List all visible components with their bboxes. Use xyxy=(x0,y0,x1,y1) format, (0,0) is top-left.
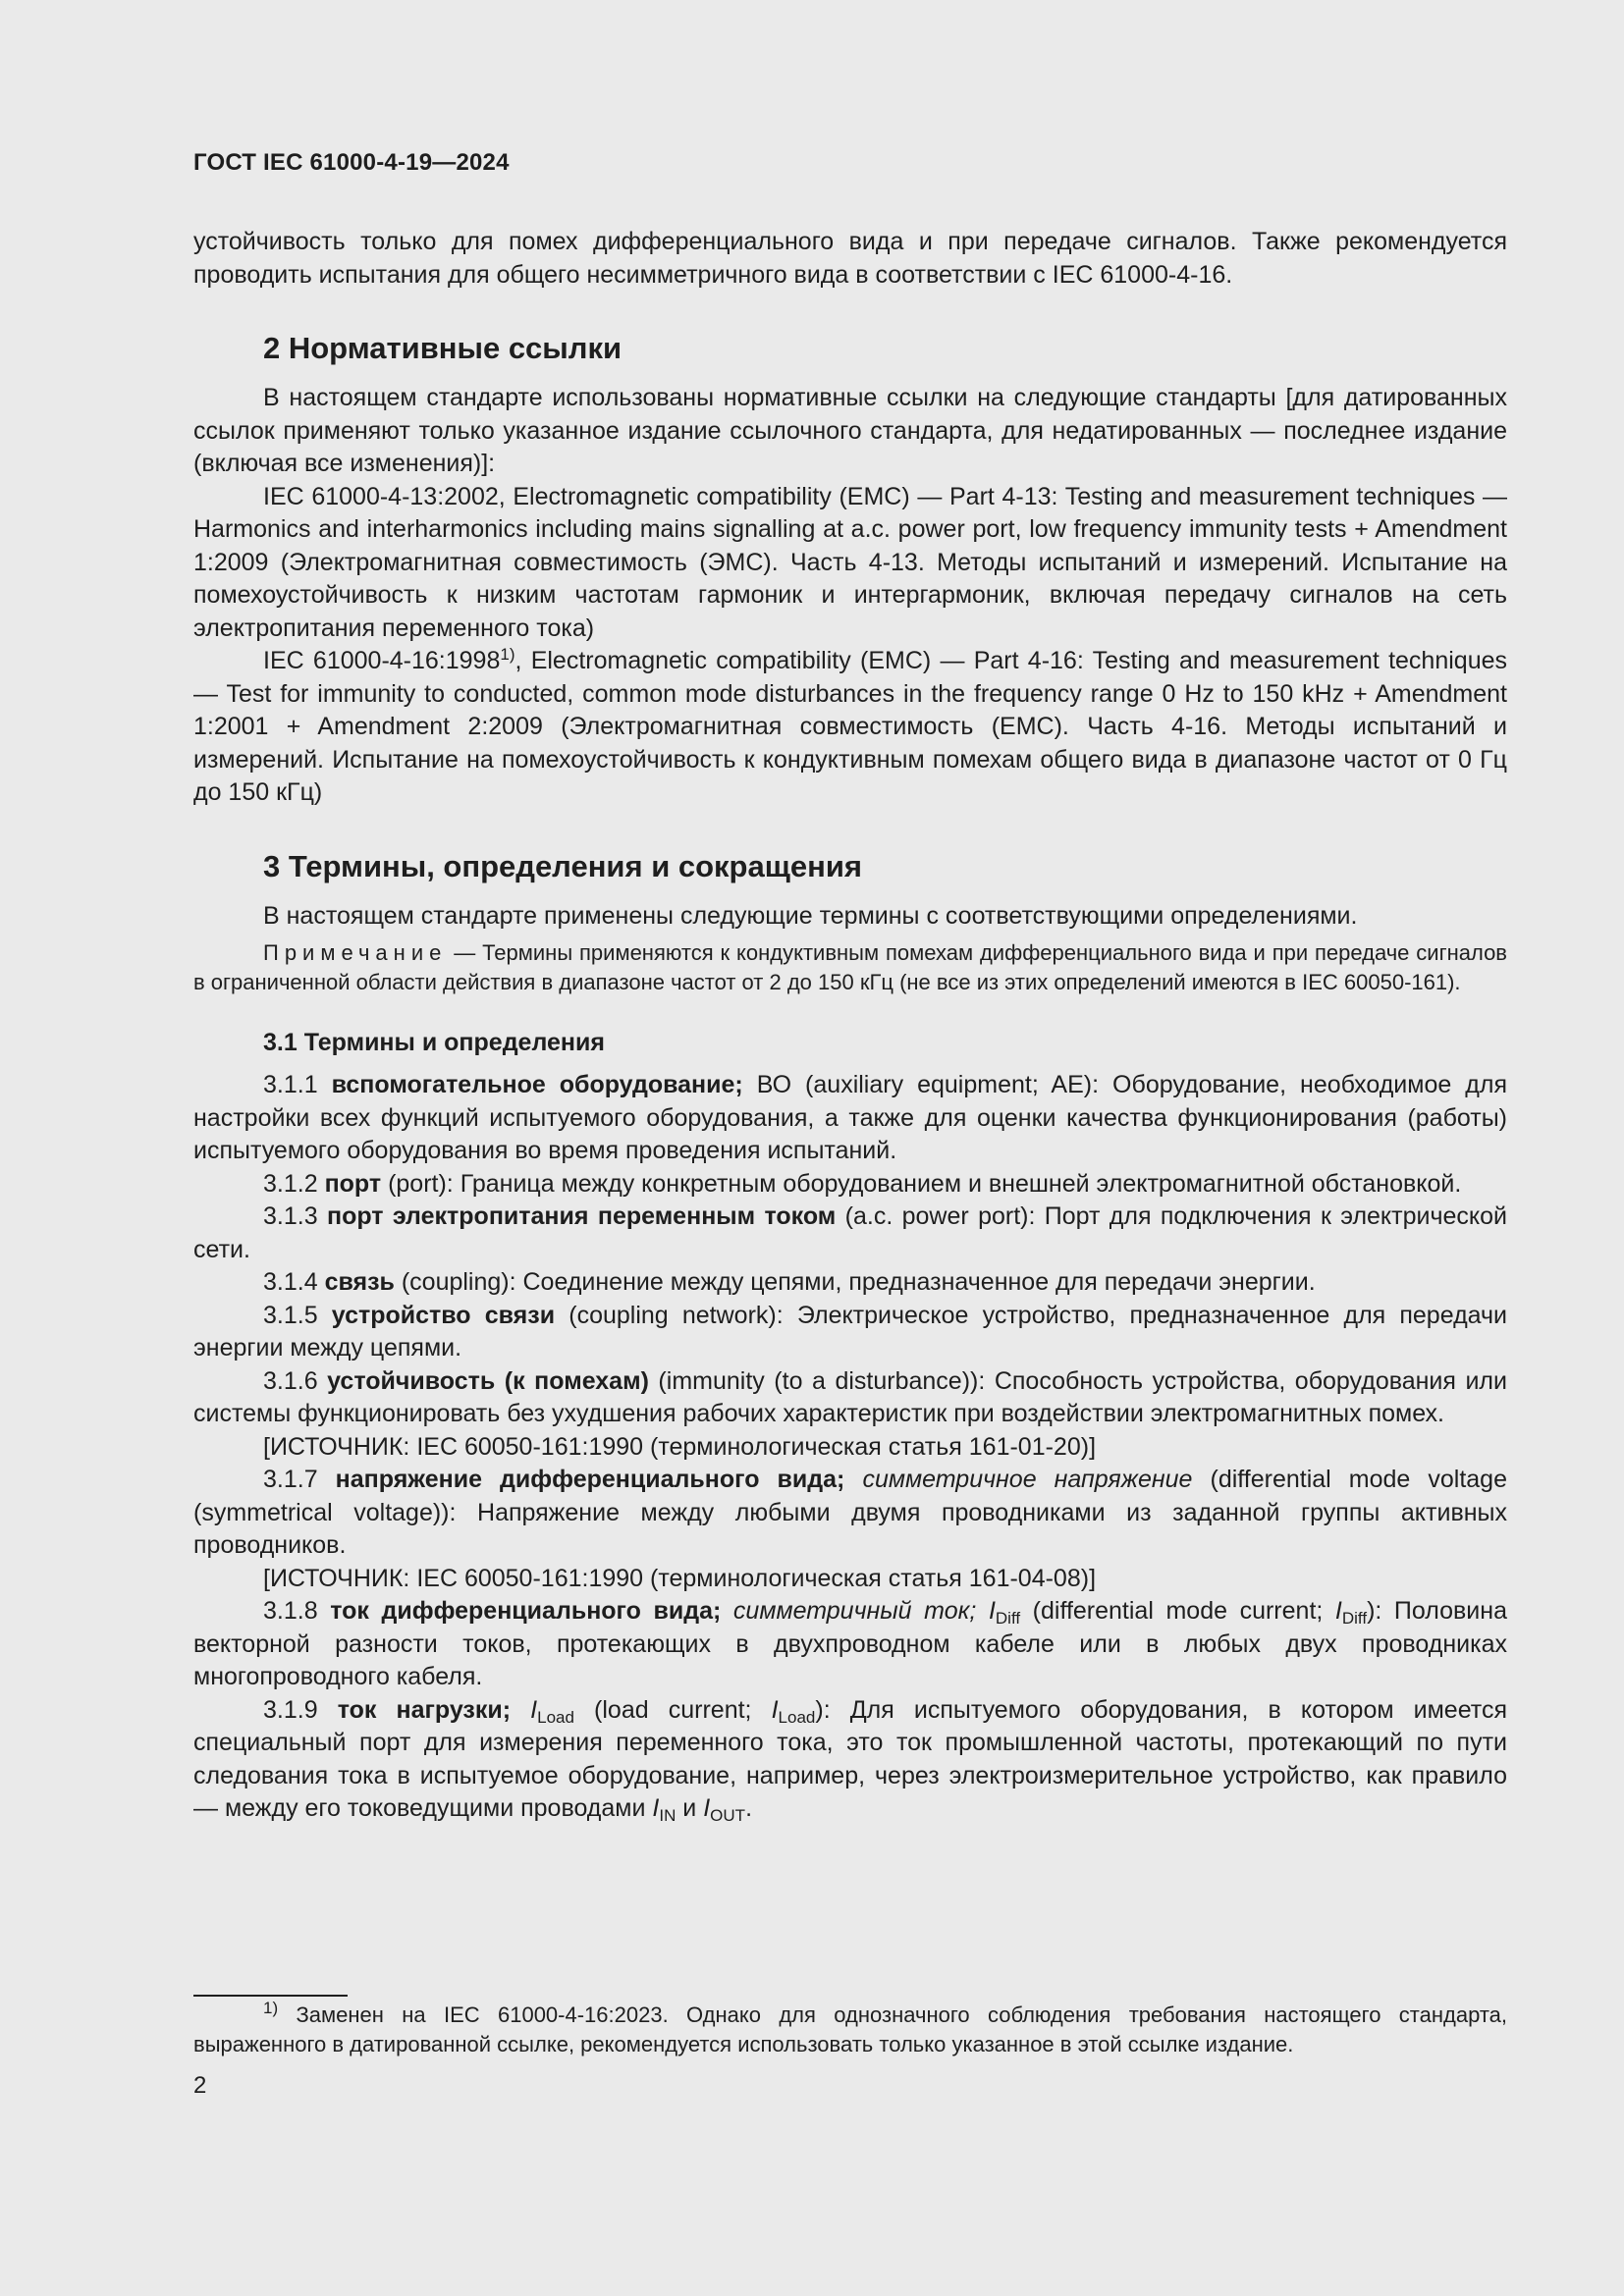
subsection-3-1-heading: 3.1 Термины и определения xyxy=(263,1029,605,1056)
term-3-1-2: 3.1.2 порт (port): Граница между конкретным оборудованием и внешней электромагнитной обстановкой. xyxy=(263,1169,1462,1198)
footnote: $^{1)}$ Заменен на IEC 61000-4-16:2023. Однако для однозначного соблюдения требования настоящего стандарта, выраженного в датированной ссылке, рекомендуется использовать только указанное в этой ссылке издание. xyxy=(193,1999,1507,2056)
term-3-1-6: 3.1.6 устойчивость (к помехам) (immunity (to a disturbance)): Способность устройства, оборудования или системы функционировать без ухудшения рабочих характеристик при воздействии электромагнитных помех. xyxy=(193,1366,1507,1427)
s2-reference-iec-61000-4-16: IEC 61000-4-16:1998$^{1)}$, Electromagnetic compatibility (EMC) — Part 4-16: Testing and measurement techniques — Test for immunity to conducted, common mode disturbances in the frequency range 0 Hz to 150 kHz + Amendment 1:2001 + Amendment 2:2009 (Электромагнитная совместимость (ЕМС). Часть 4-16. Методы испытаний и измерений. Испытание на помехоустойчивость к кондуктивным помехам общего вида в диапазоне частот от 0 Гц до 150 кГц) xyxy=(193,645,1508,806)
footnote-mark: 1) xyxy=(263,1999,279,2017)
term-3-1-4: 3.1.4 связь (coupling): Соединение между цепями, предназначенное для передачи энергии. xyxy=(263,1268,1316,1296)
term-3-1-3: 3.1.3 порт электропитания переменным током (a.c. power port): Порт для подключения к электрической сети. xyxy=(193,1202,1507,1263)
s2-paragraph-1: В настоящем стандарте использованы нормативные ссылки на следующие стандарты [для датированных ссылок применяют только указанное издание ссылочного стандарта, для недатированных — последнее издание (включая все изменения)]: xyxy=(193,384,1507,477)
s3-note: Примечание — Термины применяются к кондуктивным помехам дифференциального вида и при передаче сигналов в ограниченной области действия в диапазоне частот от 2 до 150 кГц (не все из этих определений имеются в IEC 60050-161). xyxy=(193,940,1507,994)
section-2-heading: 2 Нормативные ссылки xyxy=(263,331,623,365)
term-3-1-7: 3.1.7 напряжение дифференциального вида; симметричное напряжение (differential mode voltage (symmetrical voltage)): Напряжение между любыми двумя проводниками из заданной группы активных проводников. xyxy=(193,1466,1507,1559)
running-header: ГОСТ IEC 61000-4-19—2024 xyxy=(193,149,510,176)
intro-paragraph: устойчивость только для помех дифференциального вида и при передаче сигналов. Также рекомендуется проводить испытания для общего несимметричного вида в соответствии с IEC 61000-4-16. xyxy=(193,228,1507,289)
term-3-1-9: 3.1.9 ток нагрузки; $I_{Load}$ (load current; $I_{Load}$): Для испытуемого оборудования, в котором имеется специальный порт для измерения переменного тока, это ток промышленной частоты, протекающий по пути следования тока в испытуемое оборудование, например, через электроизмерительное устройство, как правило — между его токоведущими проводами $I_{IN}$ и $I_{OUT}$. xyxy=(193,1695,1507,1825)
page-number: 2 xyxy=(193,2072,207,2099)
term-3-1-1: 3.1.1 вспомогательное оборудование; ВО (auxiliary equipment; AE): Оборудование, необходимое для настройки всех функций испытуемого оборудования, а также для оценки качества функционирования (работы) испытуемого оборудования во время проведения испытаний. xyxy=(193,1071,1507,1164)
footnote-ref: 1) xyxy=(500,645,515,664)
footnote-separator xyxy=(193,1995,348,1997)
s2-reference-iec-61000-4-13: IEC 61000-4-13:2002, Electromagnetic compatibility (EMC) — Part 4-13: Testing and measurement techniques — Harmonics and interharmonics including mains signalling at a.c. power port, low frequency immunity tests + Amendment 1:2009 (Электромагнитная совместимость (ЭМС). Часть 4-13. Методы испытаний и измерений. Испытание на помехоустойчивость к низким частотам гармоник и интергармоник, включая передачу сигналов на сеть электропитания переменного тока) xyxy=(193,482,1507,642)
term-3-1-8: 3.1.8 ток дифференциального вида; симметричный ток; $I_{Diff}$ (differential mode current; $I_{Diff}$): Половина векторной разности токов, протекающих в двухпроводном кабеле или в любых двух проводниках многопроводного кабеля. xyxy=(193,1597,1507,1690)
s3-paragraph-1: В настоящем стандарте применены следующие термины с соответствующими определениями. xyxy=(263,901,1358,930)
term-3-1-5: 3.1.5 устройство связи (coupling network): Электрическое устройство, предназначенное для передачи энергии между цепями. xyxy=(193,1301,1507,1362)
source-3-1-6: [ИСТОЧНИК: IEC 60050-161:1990 (терминологическая статья 161-01-20)] xyxy=(263,1432,1097,1461)
section-3-heading: 3 Термины, определения и сокращения xyxy=(263,848,862,883)
page-content xyxy=(193,226,1507,1826)
note-label: Примечание xyxy=(263,940,448,965)
source-3-1-7: [ИСТОЧНИК: IEC 60050-161:1990 (терминологическая статья 161-04-08)] xyxy=(263,1564,1097,1592)
